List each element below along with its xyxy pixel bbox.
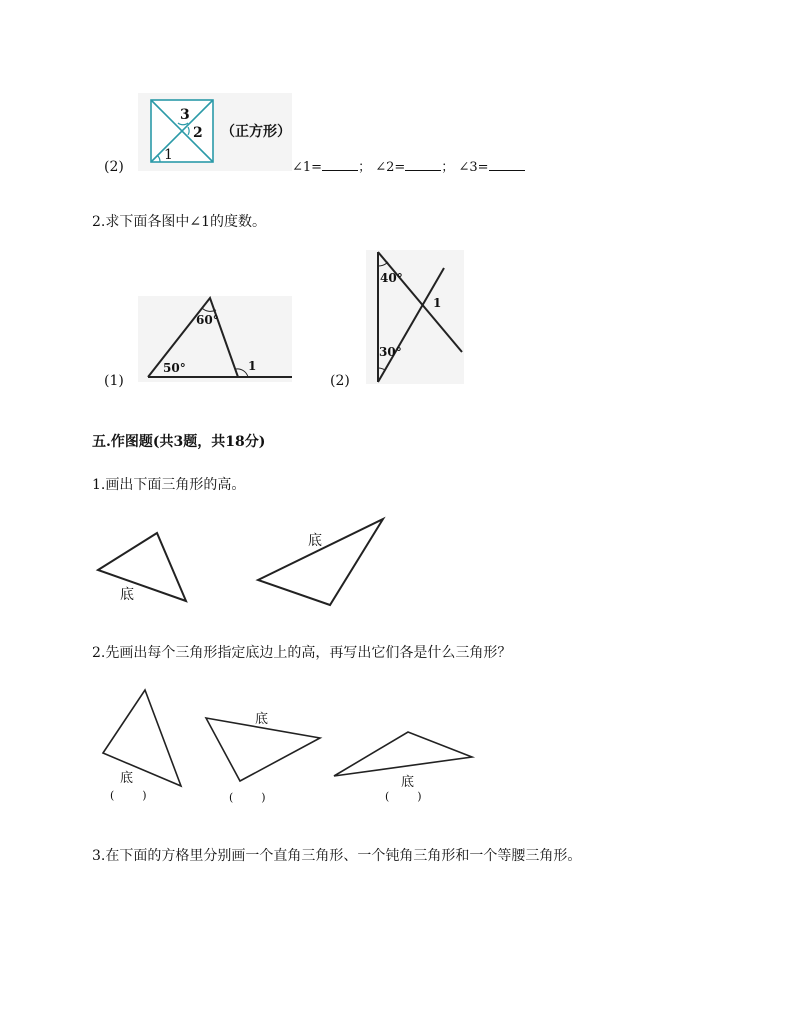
- figure-2-number: (2): [330, 373, 350, 389]
- figure-1-number: (1): [104, 373, 124, 389]
- item-number: (2): [104, 159, 124, 175]
- angle-30-label: 30°: [379, 345, 402, 359]
- angle-40-label: 40°: [380, 271, 403, 285]
- answer-2-label: ∠2=: [375, 160, 406, 175]
- q1-base-label-b: 底: [308, 533, 322, 549]
- q2-triangle-b: [206, 718, 320, 781]
- q2-base-label-b: 底: [255, 712, 269, 727]
- section-5-heading: 五.作图题(共3题，共18分): [92, 434, 266, 450]
- section5-question-3-title: 3.在下面的方格里分别画一个直角三角形、一个钝角三角形和一个等腰三角形。: [92, 848, 582, 864]
- answer-3-blank[interactable]: [489, 158, 525, 171]
- angle-label-3: 3: [180, 107, 190, 123]
- answer-sep: ；: [441, 160, 455, 175]
- q2-base-label-c: 底: [401, 775, 415, 790]
- q2-answer-paren-b[interactable]: ( ): [229, 791, 266, 804]
- answer-3-label: ∠3=: [458, 160, 489, 175]
- angle-60-label: 60°: [196, 313, 219, 327]
- q2-triangle-a: [103, 690, 181, 786]
- q1-triangle-b: [258, 519, 383, 605]
- angle-label-1: 1: [164, 147, 173, 163]
- answer-2-blank[interactable]: [405, 158, 441, 171]
- shape-note: （正方形）: [221, 124, 291, 140]
- lines-figure-2: [366, 250, 464, 384]
- answer-1-blank[interactable]: [322, 158, 358, 171]
- q2-answer-paren-a[interactable]: ( ): [110, 789, 147, 802]
- question-2-title: 2.求下面各图中∠1的度数。: [92, 214, 266, 230]
- angle-answers: [292, 158, 525, 177]
- triangle-figure-1: [138, 296, 292, 382]
- angle-label-2: 2: [193, 125, 203, 141]
- angle-50-label: 50°: [163, 361, 186, 375]
- section5-question-2-title: 2.先画出每个三角形指定底边上的高，再写出它们各是什么三角形？: [92, 645, 512, 661]
- q1-triangles: [0, 510, 420, 610]
- q2-base-label-a: 底: [120, 771, 134, 786]
- q1-triangle-a: [98, 533, 186, 601]
- answer-1-label: ∠1=: [292, 160, 323, 175]
- q1-base-label-a: 底: [120, 587, 134, 603]
- answer-sep: ；: [358, 160, 372, 175]
- q2-answer-paren-c[interactable]: ( ): [385, 790, 422, 803]
- unknown-angle-label: 1: [433, 296, 442, 310]
- unknown-angle-label: 1: [248, 359, 257, 373]
- q2-triangle-c: [334, 732, 472, 776]
- section5-question-1-title: 1.画出下面三角形的高。: [92, 477, 246, 493]
